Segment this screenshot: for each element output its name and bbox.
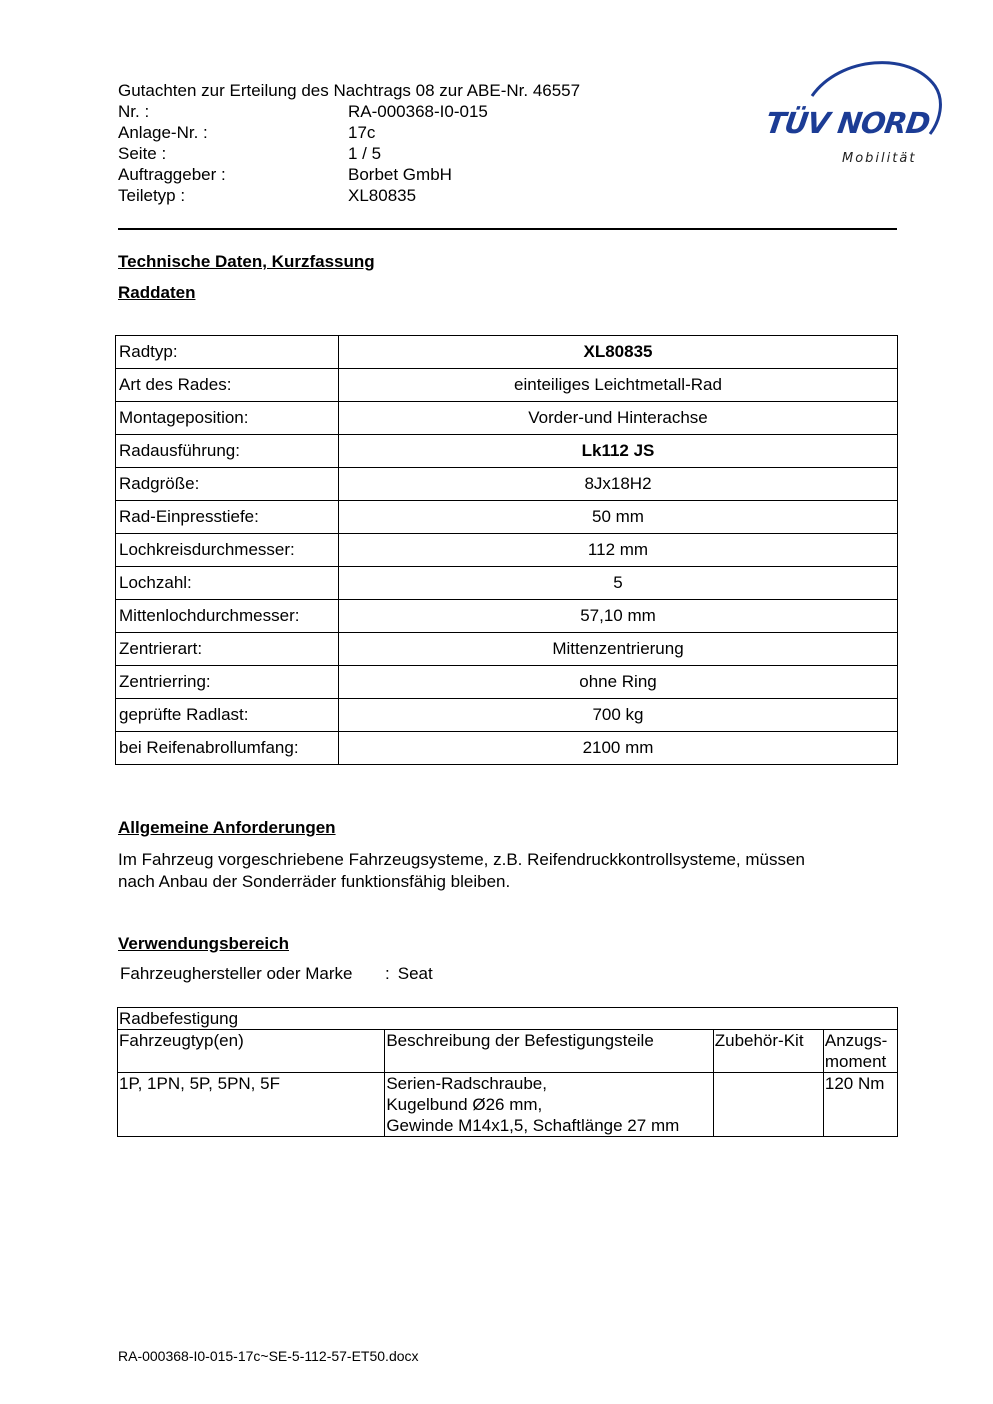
- column-header-moment: [823, 1030, 897, 1073]
- cell-line: Kugelbund Ø26 mm,: [386, 1095, 543, 1114]
- header-row-nr: [118, 101, 758, 122]
- cell-line: Serien-Radschraube,: [386, 1074, 547, 1093]
- table-cell-label: Zentrierring:: [116, 666, 339, 699]
- table-cell-label: bei Reifenabrollumfang:: [116, 732, 339, 765]
- header-label: Seite :: [118, 144, 167, 163]
- header-label: Teiletyp :: [118, 186, 186, 205]
- table-cell-label: Art des Rades:: [116, 369, 339, 402]
- column-header-typ: Fahrzeugtyp(en): [118, 1030, 385, 1073]
- table-row: [116, 402, 898, 435]
- table-row: [116, 336, 898, 369]
- table-cell-value: Vorder-und Hinterachse: [339, 402, 898, 435]
- header-label: Nr. :: [118, 102, 150, 121]
- table-cell-value: Lk112 JS: [339, 435, 898, 468]
- table-row: [116, 567, 898, 600]
- allgemeine-paragraph: [118, 849, 898, 893]
- fahrzeughersteller-line: [120, 964, 433, 984]
- column-header-kit: Zubehör-Kit: [713, 1030, 823, 1073]
- table-cell-label: Lochzahl:: [116, 567, 339, 600]
- logo-brand-text: TÜV NORD: [763, 106, 932, 140]
- table-cell-kit: [713, 1073, 823, 1137]
- table-row: [116, 468, 898, 501]
- table-row: [116, 369, 898, 402]
- header-row-teiletyp: [118, 185, 758, 206]
- table-cell-beschreibung: [385, 1073, 713, 1137]
- header-value: RA-000368-I0-015: [348, 102, 488, 121]
- document-title: Gutachten zur Erteilung des Nachtrags 08 zur ABE-Nr. 46557: [118, 81, 581, 100]
- section-heading-allgemeine: Allgemeine Anforderungen: [118, 818, 336, 837]
- table-row: [116, 699, 898, 732]
- table-cell-value: 8Jx18H2: [339, 468, 898, 501]
- table-row: [116, 633, 898, 666]
- document-header: [118, 80, 758, 206]
- table-cell-label: Zentrierart:: [116, 633, 339, 666]
- raddaten-table: [115, 335, 898, 765]
- fahrzeughersteller-value: Seat: [397, 964, 433, 983]
- table-row: [116, 501, 898, 534]
- section-heading-verwendung: Verwendungsbereich: [118, 934, 289, 953]
- header-value: Borbet GmbH: [348, 165, 452, 184]
- column-header-beschreibung: Beschreibung der Befestigungsteile: [385, 1030, 713, 1073]
- table-title-row: [118, 1008, 898, 1030]
- table-row: [116, 666, 898, 699]
- table-cell-label: geprüfte Radlast:: [116, 699, 339, 732]
- table-row: [116, 534, 898, 567]
- header-value: XL80835: [348, 186, 417, 205]
- table-cell-label: Montageposition:: [116, 402, 339, 435]
- table-cell-label: Radtyp:: [116, 336, 339, 369]
- table-row: [116, 732, 898, 765]
- fahrzeughersteller-label: Fahrzeughersteller oder Marke: [120, 964, 353, 983]
- fahrzeughersteller-separator: :: [385, 964, 390, 983]
- table-cell-value: 5: [339, 567, 898, 600]
- header-row-auftraggeber: [118, 164, 758, 185]
- table-row: [116, 435, 898, 468]
- tuev-nord-logo: [760, 56, 945, 176]
- cell-line: Gewinde M14x1,5, Schaftlänge 27 mm: [386, 1116, 680, 1135]
- header-value: 17c: [348, 123, 376, 142]
- table-cell-value: Mittenzentrierung: [339, 633, 898, 666]
- header-row-anlage: [118, 122, 758, 143]
- header-line: moment: [824, 1052, 887, 1071]
- table-cell-typ: 1P, 1PN, 5P, 5PN, 5F: [118, 1073, 385, 1137]
- table-cell-label: Lochkreisdurchmesser:: [116, 534, 339, 567]
- logo-subtitle: Mobilität: [842, 151, 917, 166]
- table-row: [118, 1073, 898, 1137]
- paragraph-line: nach Anbau der Sonderräder funktionsfähig bleiben.: [118, 872, 511, 891]
- paragraph-line: Im Fahrzeug vorgeschriebene Fahrzeugsysteme, z.B. Reifendruckkontrollsysteme, müssen: [118, 850, 805, 869]
- section-heading-raddaten: Raddaten: [118, 283, 196, 302]
- table-cell-value: 57,10 mm: [339, 600, 898, 633]
- header-divider: [118, 228, 897, 230]
- table-cell-moment: 120 Nm: [823, 1073, 897, 1137]
- table-header-row: [118, 1030, 898, 1073]
- header-value: 1 / 5: [348, 144, 382, 163]
- table-cell-value: ohne Ring: [339, 666, 898, 699]
- header-row-seite: [118, 143, 758, 164]
- document-footer-filename: RA-000368-I0-015-17c~SE-5-112-57-ET50.docx: [118, 1348, 419, 1364]
- table-cell-label: Radgröße:: [116, 468, 339, 501]
- table-cell-value: 700 kg: [339, 699, 898, 732]
- header-label: Anlage-Nr. :: [118, 123, 208, 142]
- table-cell-value: 112 mm: [339, 534, 898, 567]
- table-cell-value: einteiliges Leichtmetall-Rad: [339, 369, 898, 402]
- table-cell-value: 2100 mm: [339, 732, 898, 765]
- table-cell-label: Radausführung:: [116, 435, 339, 468]
- table-title: Radbefestigung: [118, 1008, 898, 1030]
- table-cell-value: 50 mm: [339, 501, 898, 534]
- table-cell-label: Mittenlochdurchmesser:: [116, 600, 339, 633]
- header-line: Anzugs-: [824, 1031, 888, 1050]
- table-cell-label: Rad-Einpresstiefe:: [116, 501, 339, 534]
- section-heading-technische-daten: Technische Daten, Kurzfassung: [118, 252, 375, 271]
- table-cell-value: XL80835: [339, 336, 898, 369]
- table-row: [116, 600, 898, 633]
- radbefestigung-table: [117, 1007, 898, 1137]
- header-label: Auftraggeber :: [118, 165, 226, 184]
